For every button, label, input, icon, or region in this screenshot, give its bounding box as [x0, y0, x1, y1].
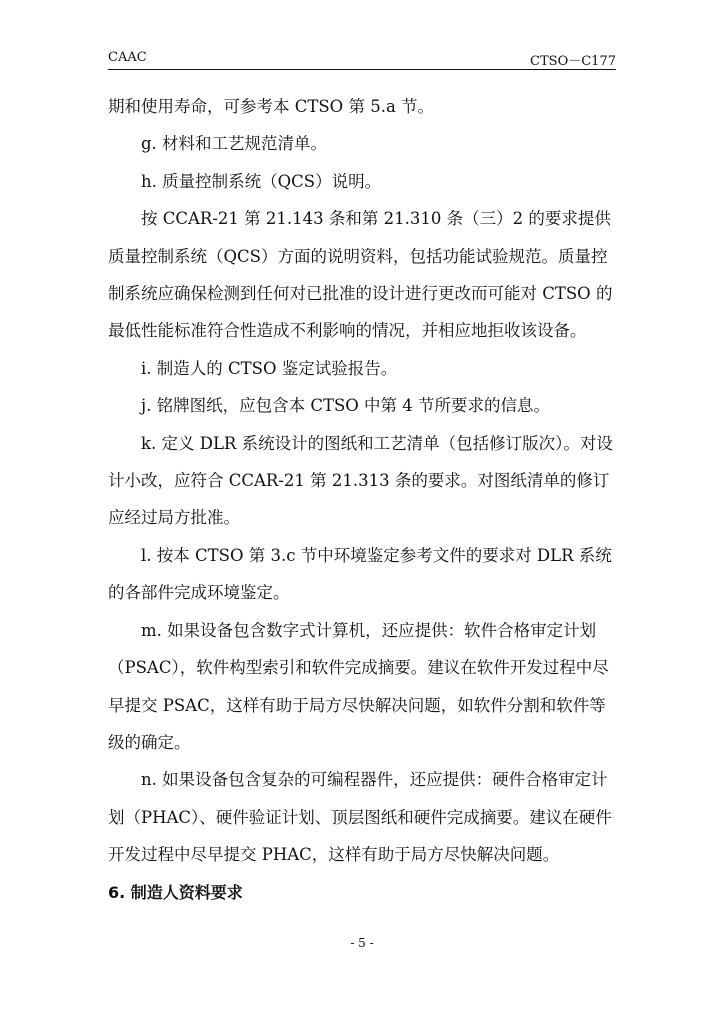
item-j: j. 铭牌图纸，应包含本 CTSO 中第 4 节所要求的信息。	[141, 396, 551, 416]
paragraph-qcs: 按 CCAR-21 第 21.143 条和第 21.310 条（三）2 的要求提供质量控制系统（QCS）方面的说明资料，包括功能试验规范。质量控制系统应确保检测到任何对已批准的设计进行更改而可能对 CTSO 的最低性能标准符合性造成不利影响的情况，并相应地拒收该设备。	[108, 209, 613, 341]
item-m: m. 如果设备包含数字式计算机，还应提供：软件合格审定计划（PSAC），软件构型索引和软件完成摘要。建议在软件开发过程中尽早提交 PSAC，这样有助于局方尽快解决问题，如软件分割和软件等级的确定。	[108, 620, 609, 752]
item-g: g. 材料和工艺规范清单。	[141, 134, 328, 154]
item-h: h. 质量控制系统（QCS）说明。	[141, 171, 382, 191]
item-n: n. 如果设备包含复杂的可编程器件，还应提供：硬件合格审定计划（PHAC）、硬件验证计划、顶层图纸和硬件完成摘要。建议在硬件开发过程中尽早提交 PHAC，这样有助于局方尽快解决问题。	[108, 770, 612, 865]
header-org: CAAC	[108, 50, 147, 65]
item-l: l. 按本 CTSO 第 3.c 节中环境鉴定参考文件的要求对 DLR 系统的各部件完成环境鉴定。	[108, 545, 612, 603]
section-heading: 6. 制造人资料要求	[108, 882, 243, 902]
header-doc-id: CTSO－C177	[530, 54, 616, 69]
item-k: k. 定义 DLR 系统设计的图纸和工艺清单（包括修订版次）。对设计小改，应符合 CCAR-21 第 21.313 条的要求。对图纸清单的修订应经过局方批准。	[108, 433, 613, 528]
page-number: - 5 -	[350, 936, 374, 950]
item-i: i. 制造人的 CTSO 鉴定试验报告。	[141, 358, 398, 378]
paragraph-continued: 期和使用寿命，可参考本 CTSO 第 5.a 节。	[108, 97, 435, 116]
header-divider	[108, 69, 616, 70]
document-body	[108, 88, 616, 911]
